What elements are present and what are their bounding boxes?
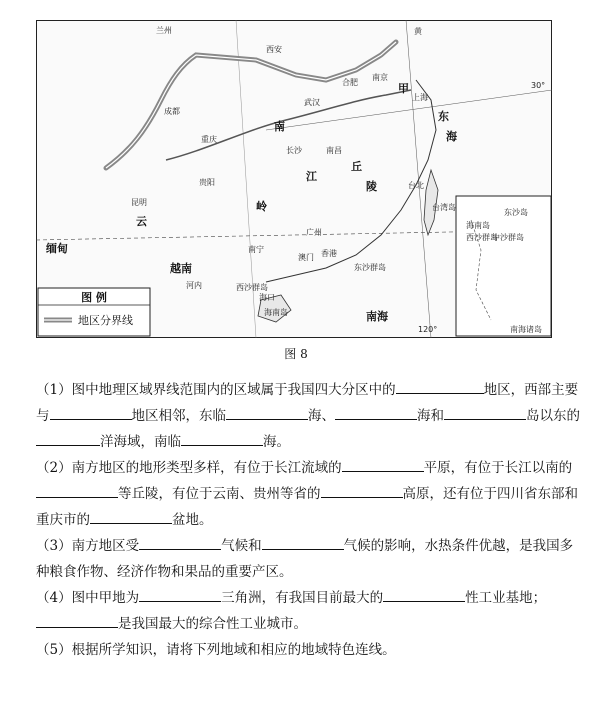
- label-changsha: 长沙: [286, 146, 302, 155]
- question-5: （5）根据所学知识，请将下列地域和相应的地域特色连线。: [36, 642, 396, 658]
- label-myanmar: 缅甸: [46, 242, 68, 255]
- legend-title: 图 例: [81, 291, 107, 304]
- answer-blank[interactable]: [321, 483, 403, 498]
- answer-blank[interactable]: [50, 405, 132, 420]
- answer-blank[interactable]: [335, 405, 417, 420]
- label-yun: 云: [136, 215, 147, 228]
- question-2: （2）南方地区的地形类型多样，有位于长江流域的 平原，有位于长江以南的等丘陵，有位于云南、贵州等省的 高原，还有位于四川省东部和重庆市的 盆地。: [10, 455, 582, 533]
- label-hainan-island: 海南岛: [264, 308, 288, 317]
- south-china-map: [36, 20, 552, 338]
- figure-caption: 图 8: [284, 347, 308, 361]
- answer-blank[interactable]: [36, 431, 100, 446]
- label-ling2: 陵: [366, 180, 377, 193]
- label-jiang: 江: [306, 170, 317, 183]
- answer-blank[interactable]: [36, 613, 118, 628]
- label-xisha: 西沙群岛: [236, 283, 268, 292]
- label-huang: 黄: [414, 27, 422, 36]
- label-120-degree: 120°: [418, 325, 438, 334]
- legend-item-label: 地区分界线: [78, 314, 133, 327]
- question-4: （4）图中甲地为 三角洲，有我国目前最大的 性工业基地；是我国最大的综合性工业城市。: [10, 585, 582, 637]
- label-nanhai-zhudao: 南海诸岛: [510, 325, 542, 334]
- answer-blank[interactable]: [181, 431, 263, 446]
- label-ling: 岭: [256, 200, 267, 213]
- answer-blank[interactable]: [342, 457, 424, 472]
- label-macau: 澳门: [298, 253, 314, 262]
- answer-blank[interactable]: [36, 483, 118, 498]
- label-jia: 甲: [398, 82, 409, 95]
- question-3: （3）南方地区受 气候和 气候的影响，水热条件优越，是我国多种粮食作物、经济作物和果品的重要产区。: [10, 533, 582, 585]
- label-lanzhou: 兰州: [156, 26, 172, 35]
- label-hanoi: 河内: [186, 281, 202, 290]
- label-hefei: 合肥: [342, 78, 358, 87]
- label-taiwan-island: 台湾岛: [432, 203, 456, 212]
- label-nanchang: 南昌: [326, 146, 342, 155]
- question-1: （1）图中地理区域界线范围内的区域属于我国四大分区中的 地区，西部主要与 地区相邻，东临 海、 海和 岛以东的洋海域，南临 海。: [10, 377, 582, 455]
- answer-blank[interactable]: [444, 405, 526, 420]
- question-section: [10, 377, 582, 663]
- answer-blank[interactable]: [139, 535, 221, 550]
- answer-blank[interactable]: [396, 379, 484, 394]
- label-dongsha: 东沙群岛: [354, 263, 386, 272]
- answer-blank[interactable]: [226, 405, 308, 420]
- label-wuhan: 武汉: [304, 98, 320, 107]
- label-xian: 西安: [266, 45, 282, 54]
- label-xisha-inset: 西沙群岛: [466, 233, 498, 242]
- label-nanning: 南宁: [248, 245, 264, 254]
- label-nanhai: 南海: [366, 310, 388, 323]
- answer-blank[interactable]: [262, 535, 344, 550]
- label-taibei: 台北: [408, 181, 424, 190]
- label-haikou: 海口: [259, 293, 275, 302]
- south-sea-inset: [456, 196, 551, 336]
- label-nan: 南: [274, 120, 285, 133]
- label-zhongsha-inset: 中沙群岛: [492, 233, 524, 242]
- label-vietnam: 越南: [170, 262, 192, 275]
- label-guangzhou: 广州: [306, 228, 322, 237]
- label-guiyang: 贵阳: [199, 178, 215, 187]
- label-qiu: 丘: [351, 160, 362, 173]
- answer-blank[interactable]: [139, 587, 221, 602]
- label-chengdu: 成都: [164, 107, 180, 116]
- label-hai: 海: [446, 130, 457, 143]
- label-dong: 东: [438, 110, 449, 123]
- label-kunming: 昆明: [131, 198, 147, 207]
- label-hainan-inset: 海南岛: [466, 221, 490, 230]
- answer-blank[interactable]: [383, 587, 465, 602]
- label-30-degree: 30°: [531, 81, 546, 90]
- label-hong-kong: 香港: [321, 249, 337, 258]
- label-nanjing: 南京: [372, 73, 388, 82]
- label-shanghai: 上海: [412, 93, 428, 102]
- label-dongsha-dao: 东沙岛: [504, 208, 528, 217]
- answer-blank[interactable]: [90, 509, 172, 524]
- label-chongqing: 重庆: [201, 135, 217, 144]
